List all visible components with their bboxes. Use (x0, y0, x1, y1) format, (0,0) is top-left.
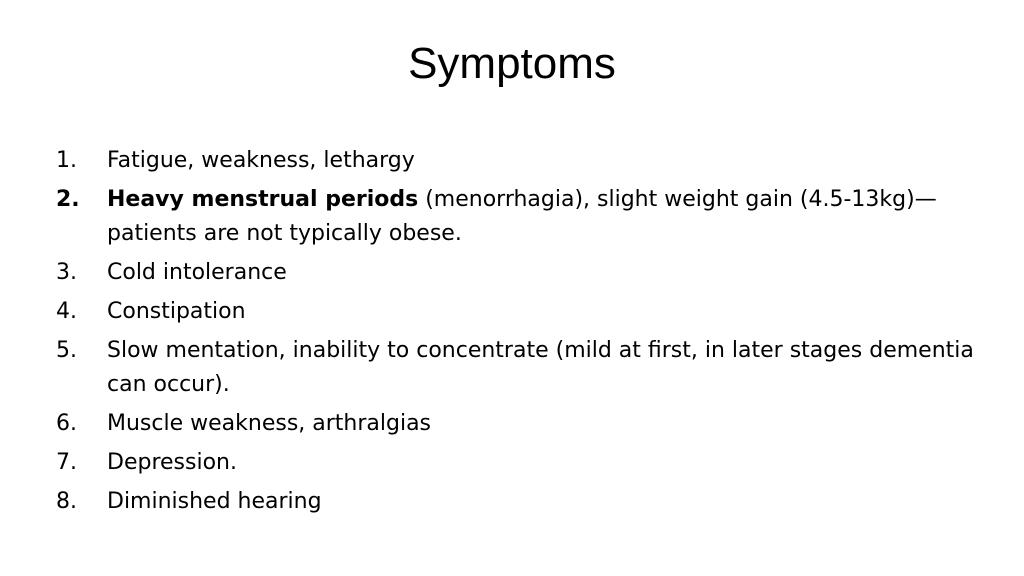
item-text: Muscle weakness, arthralgias (107, 411, 432, 436)
list-item (56, 407, 976, 441)
item-text: (menorrhagia), slight weight gain (4.5-13kg)—patients are not typically obese. (107, 187, 937, 246)
item-text: Cold intolerance (107, 260, 287, 285)
list-item (56, 183, 976, 251)
item-number: 6. (56, 411, 77, 436)
item-number: 1. (56, 148, 77, 173)
list-item (56, 485, 976, 519)
item-number: 8. (56, 489, 77, 514)
slide-title: Symptoms (408, 39, 616, 88)
list-item (56, 295, 976, 329)
item-text: Slow mentation, inability to concentrate (mild at first, in later stages dementia can occur). (107, 338, 974, 397)
list-item (56, 256, 976, 290)
item-text: Fatigue, weakness, lethargy (107, 148, 415, 173)
item-text: Diminished hearing (107, 489, 322, 514)
list-item (56, 446, 976, 480)
item-number: 2. (56, 187, 80, 212)
item-number: 3. (56, 260, 77, 285)
item-bold-text: Heavy menstrual periods (107, 187, 419, 212)
item-number: 7. (56, 450, 77, 475)
symptom-list (56, 144, 976, 524)
list-item (56, 144, 976, 178)
item-text: Depression. (107, 450, 237, 475)
list-item (56, 334, 976, 402)
item-text: Constipation (107, 299, 246, 324)
item-number: 5. (56, 338, 77, 363)
item-number: 4. (56, 299, 77, 324)
